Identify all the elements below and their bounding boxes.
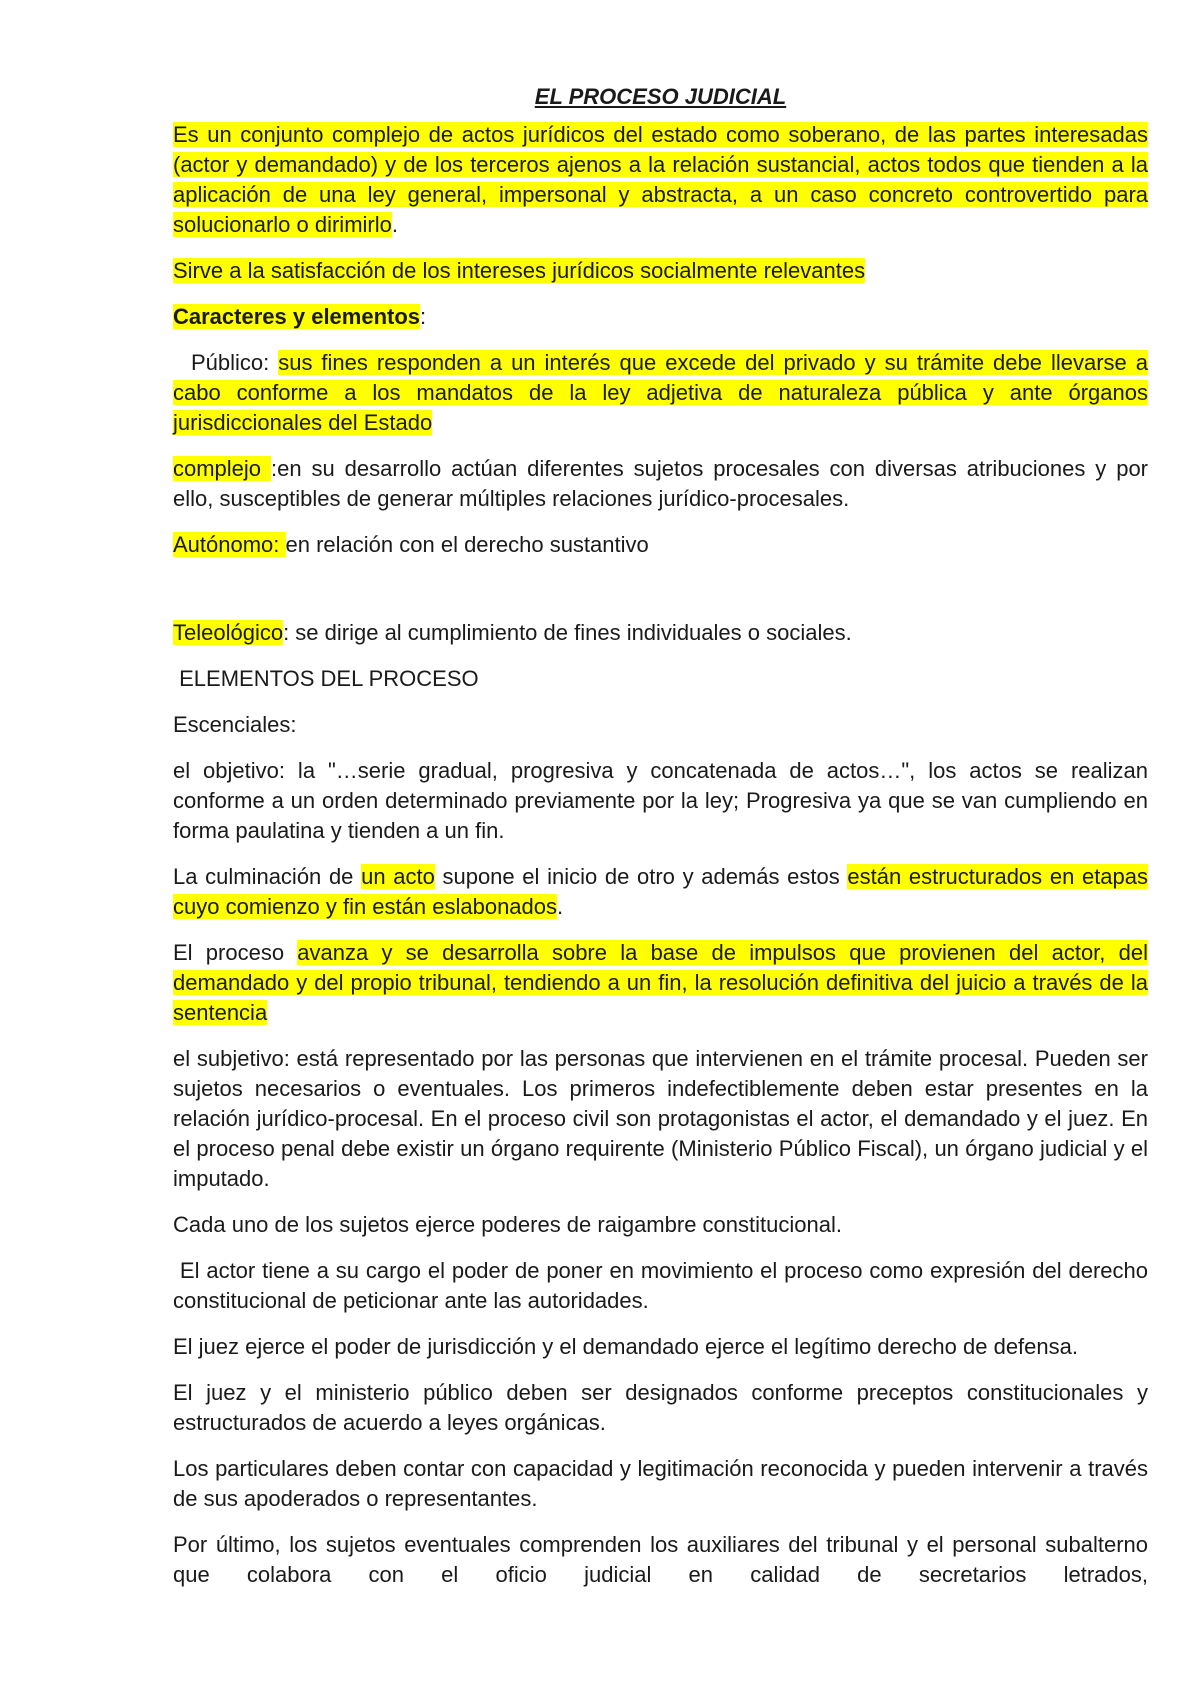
highlighted-text: sus fines responden a un interés que excede del privado y su trámite debe llevarse a cabo conforme a los mandatos de la ley adjetiva de naturaleza pública y ante órganos jurisdiccionales del Estado [173, 350, 1148, 435]
complejo-paragraph: complejo :en su desarrollo actúan diferentes sujetos procesales con diversas atribuciones y por ello, susceptibles de generar múltiples relaciones jurídico-procesales. [173, 456, 1149, 511]
highlighted-text: Autónomo: [173, 532, 286, 557]
sirve-paragraph [173, 256, 1148, 286]
caracteres-heading: Caracteres y elementos: [173, 304, 427, 329]
particulares-paragraph: Los particulares deben contar con capacidad y legitimación reconocida y pueden intervenir a través de sus apoderados o representantes. [173, 1456, 1148, 1511]
subjetivo-paragraph: el subjetivo: está representado por las personas que intervienen en el trámite procesal. Pueden ser sujetos necesarios o eventuales. Los primeros indefectiblemente deben estar presentes en la relación jurídico-procesal. En el proceso civil son protagonistas el actor, el demandado y el juez. En el proceso penal debe existir un órgano requirente (Ministerio Público Fiscal), un órgano judicial y el imputado. [173, 1046, 1148, 1191]
actor-paragraph: El actor tiene a su cargo el poder de poner en movimiento el proceso como expresión del derecho constitucional de peticionar ante las autoridades. [173, 1258, 1155, 1313]
proceso-paragraph: El proceso avanza y se desarrolla sobre la base de impulsos que provienen del actor, del demandado y del propio tribunal, tendiendo a un fin, la resolución definitiva del juicio a través de la sentencia [173, 940, 1148, 1025]
highlighted-text: avanza y se desarrolla sobre la base de impulsos que provienen del actor, del demandado y del propio tribunal, tendiendo a un fin, la resolución definitiva del juicio a través de la sentencia [173, 940, 1148, 1025]
highlighted-text: Teleológico [173, 620, 284, 645]
ultimo-paragraph: Por último, los sujetos eventuales comprenden los auxiliares del tribunal y el personal subalterno que colabora con el oficio judicial en calidad de secretarios letrados, [173, 1532, 1148, 1587]
teleologico-paragraph: Teleológico: se dirige al cumplimiento de fines individuales o sociales. [173, 620, 852, 645]
juez-jurisdiccion-paragraph: El juez ejerce el poder de jurisdicción y el demandado ejerce el legítimo derecho de defensa. [173, 1334, 1078, 1359]
publico-paragraph: Público: sus fines responden a un interés que excede del privado y su trámite debe llevarse a cabo conforme a los mandatos de la ley adjetiva de naturaleza pública y ante órganos jurisdiccionales del Estado [173, 350, 1148, 435]
document-title: EL PROCESO JUDICIAL [534, 84, 787, 109]
highlighted-text: un acto [361, 864, 435, 889]
document-page [173, 82, 1155, 1606]
highlighted-text: Caracteres y elementos [173, 304, 421, 329]
highlighted-text: Sirve a la satisfacción de los intereses jurídicos socialmente relevantes [173, 258, 866, 283]
elementos-heading: ELEMENTOS DEL PROCESO [173, 666, 479, 691]
highlighted-text: complejo [173, 456, 271, 481]
escenciales-label: Escenciales: [173, 712, 297, 737]
objetivo-paragraph: el objetivo: la "…serie gradual, progresiva y concatenada de actos…", los actos se realizan conforme a un orden determinado previamente por la ley; Progresiva ya que se van cumpliendo en forma paulatina y tienden a un fin. [173, 758, 1148, 843]
blank-line [173, 576, 1148, 618]
highlighted-text: Es un conjunto complejo de actos jurídicos del estado como soberano, de las partes interesadas (actor y demandado) y de los terceros ajenos a la relación sustancial, actos todos que tienden a la aplicación de una ley general, impersonal y abstracta, a un caso concreto controvertido para solucionarlo o dirimirlo [173, 122, 1148, 237]
culminacion-paragraph: La culminación de un acto supone el inicio de otro y además estos están estructurados en etapas cuyo comienzo y fin están eslabonados. [173, 864, 1149, 919]
cada-uno-paragraph: Cada uno de los sujetos ejerce poderes de raigambre constitucional. [173, 1212, 842, 1237]
highlighted-text: están estructurados en etapas cuyo comienzo y fin están eslabonados [173, 864, 1149, 919]
intro-paragraph: Es un conjunto complejo de actos jurídicos del estado como soberano, de las partes interesadas (actor y demandado) y de los terceros ajenos a la relación sustancial, actos todos que tienden a la aplicación de una ley general, impersonal y abstracta, a un caso concreto controvertido para solucionarlo o dirimirlo. [173, 122, 1148, 237]
juez-ministerio-paragraph: El juez y el ministerio público deben ser designados conforme preceptos constitucionales y estructurados de acuerdo a leyes orgánicas. [173, 1380, 1148, 1435]
autonomo-paragraph: Autónomo: en relación con el derecho sustantivo [173, 532, 649, 557]
